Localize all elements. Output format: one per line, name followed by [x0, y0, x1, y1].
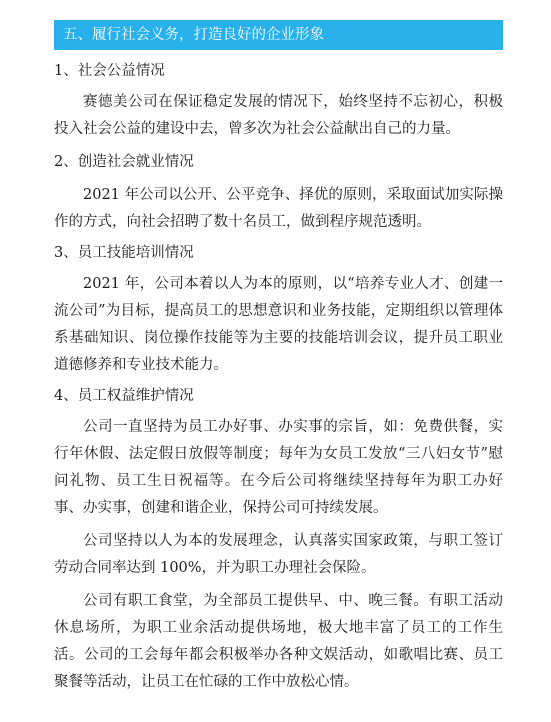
paragraph-skills-training: 2021 年，公司本着以人为本的原则，以“培养专业人才、创建一流公司”为目标，提高员工的思想意识和业务技能，定期组织以管理体系基础知识、岗位操作技能等为主要的技能培训会议，提升员工职业道德修养和专业技术能力。: [54, 276, 503, 373]
paragraph-employee-rights-1: 公司一直坚持为员工办好事、办实事的宗旨，如：免费供餐，实行年休假、法定假日放假等制度；每年为女员工发放“三八妇女节”慰问礼物、员工生日祝福等。在今后公司将继续坚持每年为职工办好事、办实事，创建和谐企业，保持公司可持续发展。: [54, 419, 503, 516]
paragraph-employment: 2021 年公司以公开、公平竞争、择优的原则，采取面试加实际操作的方式，向社会招聘了数十名员工，做到程序规范透明。: [54, 187, 503, 230]
item-heading-employment: 2、创造社会就业情况: [54, 154, 194, 170]
section-title-bar: 五、履行社会义务，打造良好的企业形象: [54, 20, 503, 50]
paragraph-public-welfare: 赛德美公司在保证稳定发展的情况下，始终坚持不忘初心，积极投入社会公益的建设中去，曾多次为社会公益献出自己的力量。: [54, 94, 503, 137]
item-heading-employee-rights: 4、员工权益维护情况: [54, 388, 194, 404]
item-heading-public-welfare: 1、社会公益情况: [54, 63, 165, 79]
item-heading-skills-training: 3、员工技能培训情况: [54, 245, 194, 261]
paragraph-employee-rights-3: 公司有职工食堂，为全部员工提供早、中、晚三餐。有职工活动休息场所，为职工业余活动提供场地，极大地丰富了员工的工作生活。公司的工会每年都会积极举办各种文娱活动，如歌唱比赛、员工聚餐等活动，让员工在忙碌的工作中放松心情。: [54, 593, 503, 690]
paragraph-employee-rights-2: 公司坚持以人为本的发展理念，认真落实国家政策，与职工签订劳动合同率达到 100%，并为职工办理社会保险。: [54, 533, 503, 576]
